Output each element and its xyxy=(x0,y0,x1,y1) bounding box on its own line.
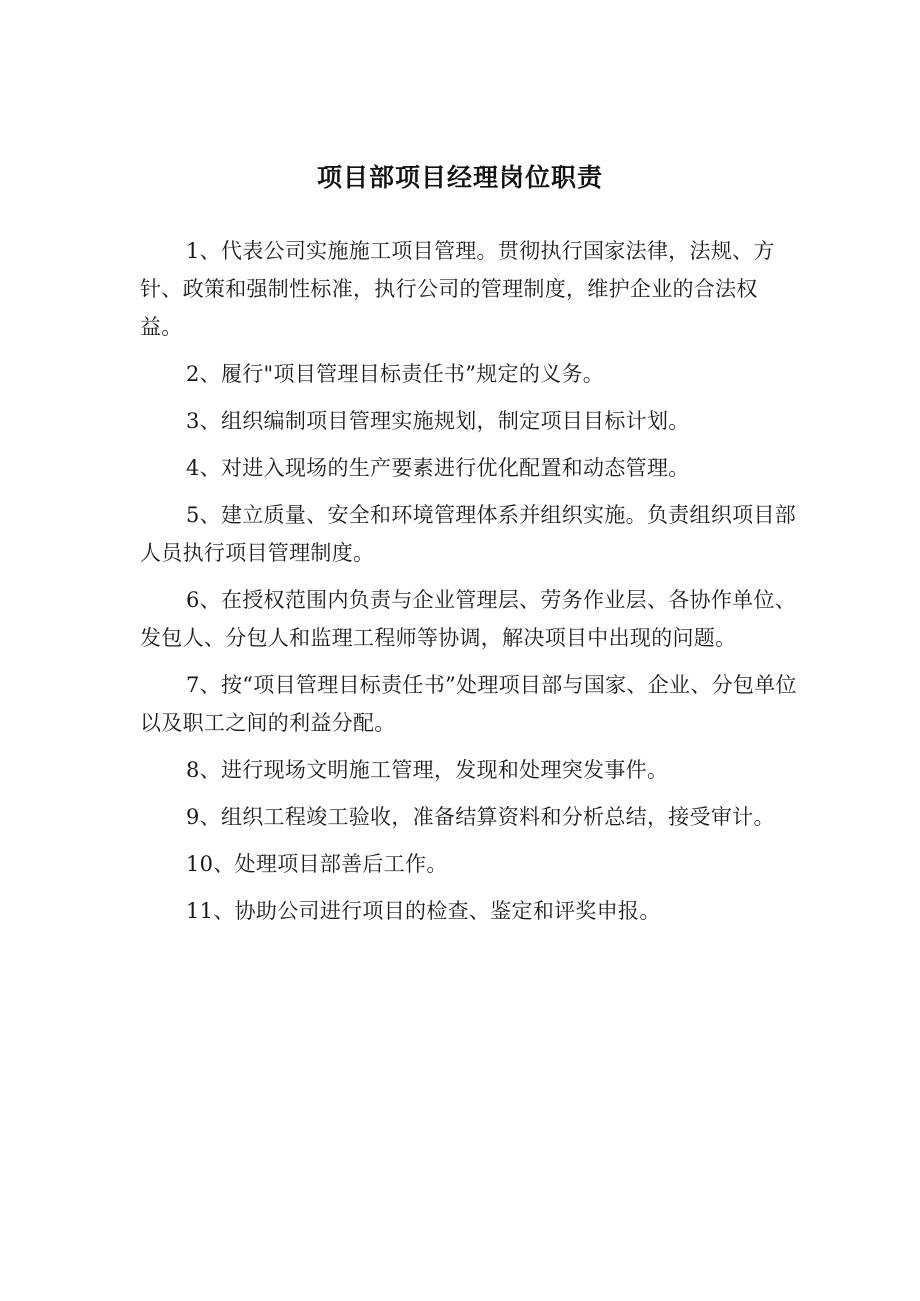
paragraph-3: 3、组织编制项目管理实施规划，制定项目目标计划。 xyxy=(186,409,690,433)
paragraph-1: 1、代表公司实施施工项目管理。贯彻执行国家法律，法规、方针、政策和强制性标准，执行公司的管理制度，维护企业的合法权益。 xyxy=(140,239,775,339)
paragraph-8: 8、进行现场文明施工管理，发现和处理突发事件。 xyxy=(186,758,669,782)
paragraph-7: 7、按“项目管理目标责任书”处理项目部与国家、企业、分包单位以及职工之间的利益分配。 xyxy=(140,673,797,735)
document-body xyxy=(140,232,800,939)
paragraph-2: 2、履行"项目管理目标责任书”规定的义务。 xyxy=(186,362,605,386)
paragraph-11: 11、协助公司进行项目的检查、鉴定和评奖申报。 xyxy=(186,899,661,923)
paragraph-9: 9、组织工程竣工验收，准备结算资料和分析总结，接受审计。 xyxy=(186,805,775,829)
paragraph-6: 6、在授权范围内负责与企业管理层、劳务作业层、各协作单位、发包人、分包人和监理工程师等协调，解决项目中出现的问题。 xyxy=(140,588,797,650)
paragraph-5: 5、建立质量、安全和环境管理体系并组织实施。负责组织项目部人员执行项目管理制度。 xyxy=(140,503,797,565)
paragraph-4: 4、对进入现场的生产要素进行优化配置和动态管理。 xyxy=(186,456,690,480)
document-title: 项目部项目经理岗位职责 xyxy=(316,163,603,192)
paragraph-10: 10、处理项目部善后工作。 xyxy=(186,852,448,876)
